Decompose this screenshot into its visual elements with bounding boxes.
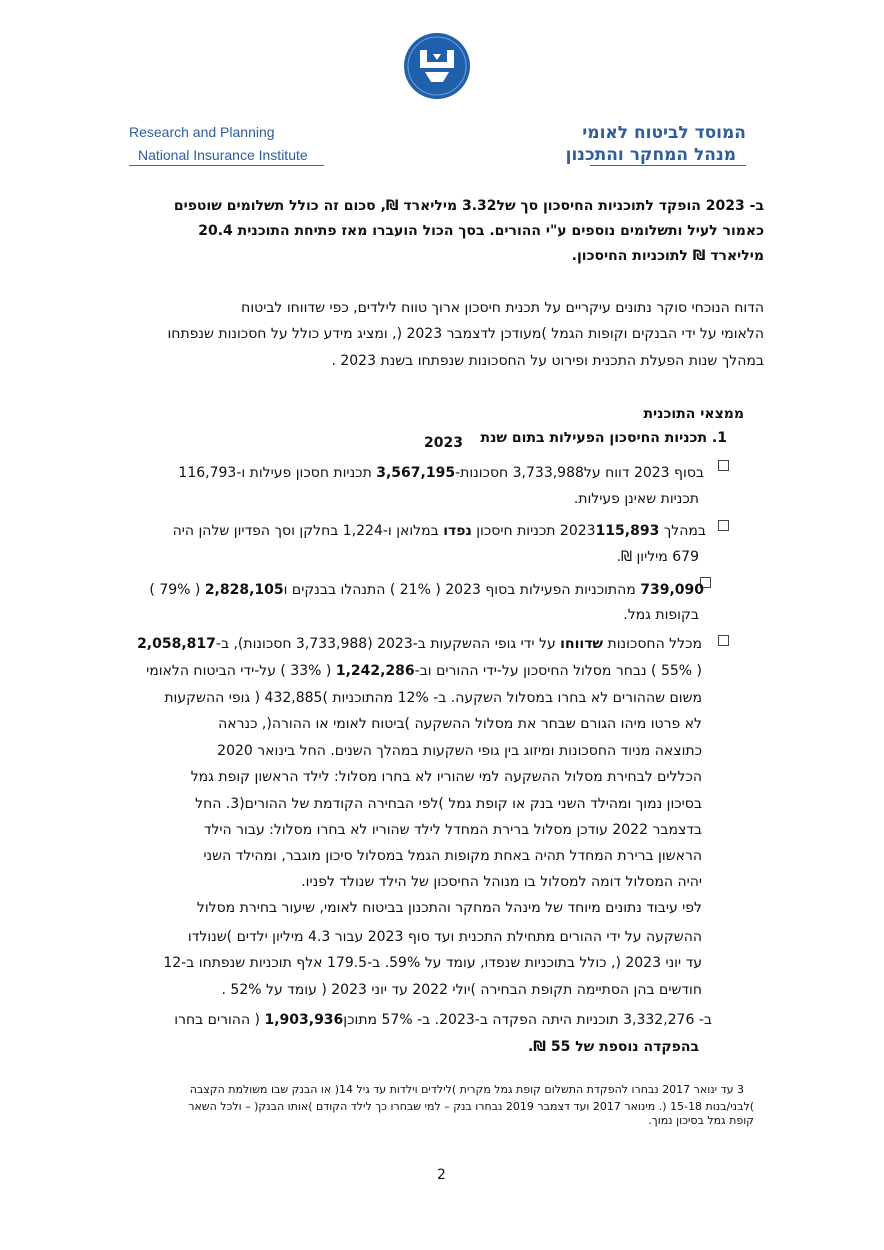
org-name-en-line2: National Insurance Institute <box>138 147 308 163</box>
intro-line-3: מיליארד ₪ לתוכניות החיסכון. <box>571 248 764 264</box>
intro-line-1: ב- 2023 הופקד לתוכניות החיסכון סך של3.32 מיליארד ₪, סכום זה כולל תשלומים שוטפים <box>173 198 764 214</box>
national-insurance-logo <box>403 32 471 100</box>
para4-line-1: מכלל החסכונות שדווחו על ידי גופי ההשקעות ב-2023 (3,733,988 חסכונות), ב-2,058,817 <box>137 636 702 652</box>
para4-line-11: לפי עיבוד נתונים מיוחד של מינהל המחקר והתכנון בביטוח לאומי, שיעור בחירת מסלול <box>196 900 702 916</box>
para4-line-16: בהפקדה נוספת של 55 ₪. <box>527 1039 699 1055</box>
header-rule-he <box>590 165 746 166</box>
para4-line-14: חודשים בהן הסתיימה תקופת הבחירה )יולי 2022 עד יוני 2023 ( עומד על 52% . <box>221 982 702 998</box>
para4-line-6: הכללים לבחירת מסלול ההשקעה למי שהוריו לא בחרו מסלול: לילד הראשון קופת גמל <box>190 769 702 785</box>
para4-line-15: ב- 3,332,276 תוכניות היתה הפקדה ב-2023. ב- 57% מתוכן1,903,936 ( ההורים בחרו <box>174 1012 712 1028</box>
intro-line-2: כאמור לעיל ותשלומים נוספים ע"י ההורים. בסך הכול הועברו מאז פתיחת התוכנית 20.4 <box>198 223 764 239</box>
para4-line-13: עד יוני 2023 (, כולל בתוכניות שנפדו, עומד על 59%. ב-179.5 אלף תוכניות שנפתחו ב-12 <box>163 955 702 971</box>
bullet-box <box>718 520 729 531</box>
bullet-box <box>718 460 729 471</box>
page-number: 2 <box>437 1167 446 1183</box>
footnote-line-3: קופת גמל בסיכון נמוך. <box>648 1114 754 1127</box>
summary-line-2: הלאומי על ידי הבנקים וקופות הגמל )מעודכן לדצמבר 2023 (, ומציג מידע כולל על חסכונות שנפתחו <box>167 326 764 342</box>
bullet-3-line-1: 739,090 מהתוכניות הפעילות בסוף 2023 ( 21% ) התנהלו בבנקים ו2,828,105 ( 79% ) <box>149 582 704 598</box>
summary-line-1: הדוח הנוכחי סוקר נתונים עיקריים על תכנית חיסכון ארוך טווח לילדים, כפי שדווחו לביטוח <box>241 300 764 316</box>
footnote-line-1: 3 עד ינואר 2017 נבחרו להפקדת התשלום קופת גמל מקרית )לילדים וילדות עד גיל 14( או הבנק שבו משולמת הקצבה <box>189 1083 744 1096</box>
org-name-he-line1: המוסד לביטוח לאומי <box>582 123 746 143</box>
para4-line-10: יהיה המסלול דומה למסלול בו מנוהל החיסכון של הילד שנולד לפניו. <box>301 874 702 890</box>
bullet-2-line-2: 679 מיליון ₪. <box>616 549 699 565</box>
para4-line-2: ( 55% ) נבחר מסלול החיסכון על-ידי ההורים וב-1,242,286 ( 33% ) על-ידי הביטוח הלאומי <box>146 663 702 679</box>
para4-line-4: לא פרטו מיהו הגורם שבחר את מסלול ההשקעה )ביטוח לאומי או ההורה(, כנראה <box>218 716 702 732</box>
para4-line-3: משום שההורים לא בחרו במסלול השקעה. ב- 12% מהתוכניות )432,885 ( גופי ההשקעות <box>164 690 702 706</box>
bullet-box <box>718 635 729 646</box>
bullet-2-line-1: במהלך 2023115,893 תכניות חיסכון נפדו במלואן ו-1,224 בחלקן וסך הפדיון שלהן היה <box>172 523 706 539</box>
bullet-3-line-2: בקופות גמל. <box>623 607 699 623</box>
para4-line-9: הראשון ברירת המחדל תהיה באחת מקופות הגמל במסלול סיכון מוגבר, ומהילד השני <box>203 848 702 864</box>
bullet-1-line-2: תכניות שאינן פעילות. <box>573 491 699 507</box>
findings-subheading-year: 2023 <box>424 435 463 451</box>
summary-line-3: במהלך שנות הפעלת התכנית ופירוט על החסכונות שנפתחו בשנת 2023 . <box>331 353 764 369</box>
para4-line-5: כתוצאה מניוד החסכונות ומיזוג בין גופי השקעות במהלך השנים. החל בינואר 2020 <box>217 743 702 759</box>
para4-line-7: בסיכון נמוך ומהילד השני בנק או קופת גמל )לפי הבחירה הקודמת של ההורים(3. החל <box>195 796 702 812</box>
findings-heading: ממצאי התוכנית <box>643 406 744 422</box>
para4-line-12: ההשקעה על ידי ההורים מתחילת התכנית ועד סוף 2023 עבור 4.3 מיליון ילדים )שנולדו <box>187 929 702 945</box>
footnote-line-2: )לבני/בנות 15-18 (. מינואר 2017 ועד דצמבר 2019 נבחרו בנק – למי שבחרו כך לילד הקודם )אותו הבנק( – ולכל השאר <box>188 1100 754 1113</box>
findings-subheading: 1. תכניות החיסכון הפעילות בתום שנת <box>480 430 727 446</box>
org-name-en-line1: Research and Planning <box>129 124 275 140</box>
header-rule-en <box>129 165 324 166</box>
para4-line-8: בדצמבר 2022 עודכן מסלול ברירת המחדל לילד שהוריו לא בחרו מסלול: עבור הילד <box>203 822 702 838</box>
org-name-he-line2: מנהל המחקר והתכנון <box>565 145 736 165</box>
bullet-1-line-1: בסוף 2023 דווח על3,733,988 חסכונות-3,567,195 תכניות חסכון פעילות ו-116,793 <box>178 465 704 481</box>
